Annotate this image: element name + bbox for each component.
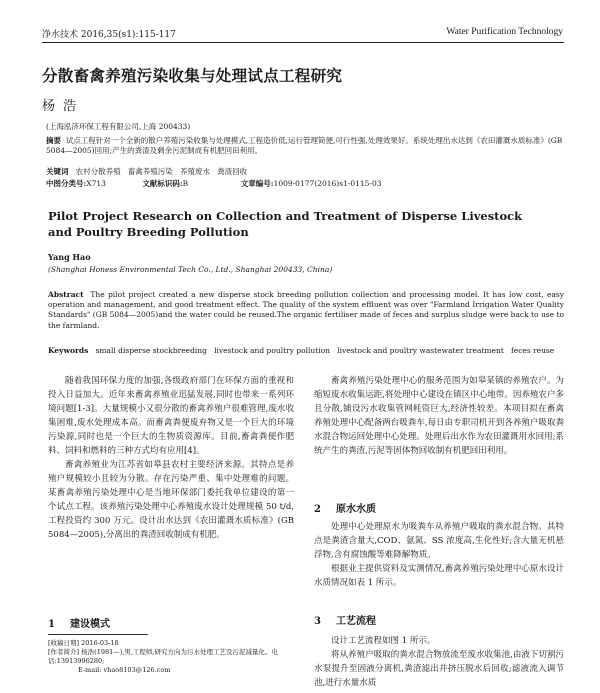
section-heading-3 xyxy=(314,612,376,627)
journal-header-en: Water Purification Technology xyxy=(446,27,563,37)
keyword-zh: 粪渣回收 xyxy=(217,167,248,176)
article-title-en: Pilot Project Research on Collection and Treatment of Disperse Livestock and Poultry Breeding Pollution xyxy=(48,209,523,239)
section-heading-1 xyxy=(48,615,110,630)
section-title: 建设模式 xyxy=(70,619,110,630)
author-note-label: [作者简介] xyxy=(48,648,80,656)
body-paragraph: 根据业主提供资料及实测情况,畜禽养殖污染处理中心原水设计水质情况如表 1 所示。 xyxy=(314,564,564,588)
article-title-zh: 分散畜禽养殖污染收集与处理试点工程研究 xyxy=(42,66,343,85)
author-email: E-mail: vhao8103@126.com xyxy=(78,666,171,674)
section-number: 1 xyxy=(48,619,55,630)
right-column-section-2 xyxy=(314,520,564,590)
abstract-label-zh: 摘要 xyxy=(46,136,61,145)
section-title: 原水水质 xyxy=(336,504,376,515)
doc-code-label: 文献标识码: xyxy=(142,179,183,188)
classification-row xyxy=(46,178,564,189)
article-id-label: 文章编号: xyxy=(240,179,274,188)
affiliation-zh: (上海泓济环保工程有限公司,上海 200433) xyxy=(46,122,191,131)
abstract-label-en: Abstract xyxy=(48,290,84,299)
keywords-label-zh: 关键词 xyxy=(46,167,69,176)
clc-code: X713 xyxy=(86,179,106,188)
doc-code: B xyxy=(182,179,189,188)
footnote xyxy=(48,639,294,675)
affiliation-en: (Shanghai Honess Environmental Tech Co., Ltd., Shanghai 200433, China) xyxy=(48,265,333,274)
body-paragraph: 处理中心处理原水为吸粪车从养殖户吸取的粪水混合物。其特点是粪渣含量大,COD、氨氮、SS 浓度高,生化性好;含大量无机悬浮物,含有腐蚀酸等难降解物质。 xyxy=(314,522,564,560)
abstract-en xyxy=(48,290,564,331)
keywords-label-en: Keywords xyxy=(48,346,89,355)
author-name-zh: 杨浩 xyxy=(42,99,85,114)
right-column xyxy=(314,374,564,458)
abstract-text-en: The pilot project created a new disperse stock breeding pollution collection and processing model. It has low cost, easy operation and management, and good treatment effect. The quality of the system effluent was over "Farmland Irrigation Water Quality Standards" (GB 5084—2005)and the water could be reused.The organic fertiliser made of feces and surplus sludge were back to use to the farmland. xyxy=(48,290,564,330)
section-number: 3 xyxy=(314,616,321,627)
article-id: 1009-0177(2016)s1-0115-03 xyxy=(273,179,382,188)
left-column xyxy=(48,374,294,542)
right-column-section-3 xyxy=(314,634,564,690)
author-name-en: Yang Hao xyxy=(48,252,91,262)
clc-label: 中图分类号: xyxy=(46,179,87,188)
section-title: 工艺流程 xyxy=(336,616,376,627)
body-paragraph: 设计工艺流程如图 1 所示。 xyxy=(331,636,436,646)
footnote-rule xyxy=(48,634,148,635)
keywords-zh xyxy=(46,166,564,177)
keyword-en: livestock and poultry wastewater treatment xyxy=(337,346,504,355)
keyword-zh: 养殖废水 xyxy=(179,167,210,176)
keyword-en: small disperse stockbreeding xyxy=(95,346,207,355)
keyword-en: livestock and poultry pollution xyxy=(214,346,331,355)
journal-header-zh: 净水技术 2016,35(s1):115-117 xyxy=(42,30,176,40)
body-paragraph: 随着我国环保力度的加强,各级政府部门在环保方面的重视和投入日益加大。近年来畜禽养殖业迅猛发展,同时也带来一系列环境问题[1-3]。大量规模小又很分散的畜禽养殖户很难管理,废水收集困难,废水处理成本高。而畜禽粪便废弃物又是一个巨大的环境污染源,同时也是一个巨大的生物质资源库。目前,畜禽粪便作肥料、饲料和燃料的三种方式均有应用[4]。 xyxy=(48,376,294,456)
keyword-zh: 农村分散养殖 xyxy=(75,167,121,176)
received-value: 2016-03-18 xyxy=(81,639,119,647)
body-paragraph: 畜禽养殖污染处理中心的服务范围为如皋某镇的养殖农户。为缩短废水收集运距,将处理中心建设在镇区中心地带。因养殖农户多且分散,铺设污水收集管网耗资巨大,经济性较差。本项目拟在畜禽养殖处理中心配备两台吸粪车,每日由专职司机开到各养殖户吸取粪水混合物运回处理中心处理。处理后出水作为农田灌溉用水回用;系统产生的粪渣,污泥等固体物回收制有机肥回田利用。 xyxy=(314,376,564,456)
section-heading-2 xyxy=(314,500,376,515)
header-rule xyxy=(42,42,564,43)
keywords-en xyxy=(48,346,564,355)
body-paragraph: 畜禽养殖业为江苏省如皋县农村主要经济来源。其特点是养殖户规模较小且较为分散。存在污染严重、集中处理难的问题。某畜禽养殖污染处理中心是当地环保部门委托我单位建设的第一个试点工程。该养殖污染处理中心养殖废水设计处理规模 50 t/d,工程投资约 300 万元。设计出水达到《农田灌溉水质标准》(GB 5084—2005),分离出的粪渣回收制成有机肥。 xyxy=(48,460,294,540)
received-date xyxy=(48,639,294,648)
abstract-zh xyxy=(46,136,564,156)
abstract-text-zh: 试点工程针对一个全新的散户养殖污染收集与处理模式,工程造价低,运行管理简便,可行性强,处理效果好。系统处理出水达到《农田灌溉水质标准》(GB 5084—2005)回用;产生的粪渣及剩余污泥制成有机肥回田利用。 xyxy=(46,136,563,156)
keyword-zh: 畜禽养殖污染 xyxy=(127,167,173,176)
author-note xyxy=(48,648,294,666)
body-paragraph: 将从养殖户吸取的粪水混合物放流至废水收集池,由液下切割污水泵提升至固液分离机,粪渣滤出并挤压脱水后回收;滤液流入调节池,进行水量水质 xyxy=(314,650,564,688)
keyword-en: feces reuse xyxy=(510,346,555,355)
received-label: [收稿日期] xyxy=(48,639,80,647)
section-number: 2 xyxy=(314,504,321,515)
author-note-text: 杨浩(1981—),男,工程师,研究方向为污水处理工艺及污泥减量化。电话:13913996280; xyxy=(48,648,278,665)
